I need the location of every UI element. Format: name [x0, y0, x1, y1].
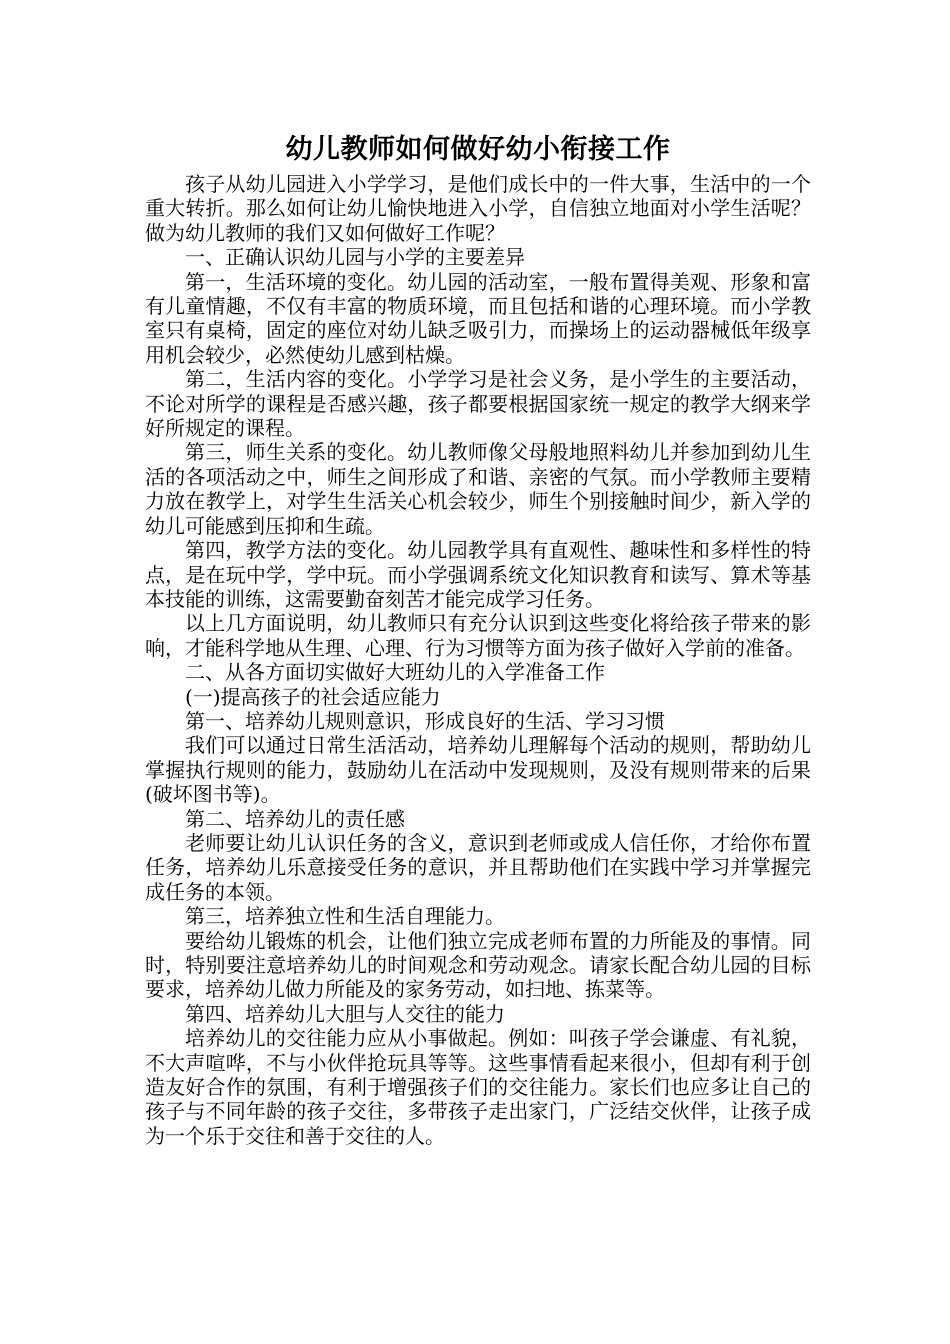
- paragraph-relationship: 第三，师生关系的变化。幼儿教师像父母般地照料幼儿并参加到幼儿生活的各项活动之中，师生之间形成了和谐、亲密的气氛。而小学教师主要精力放在教学上，对学生生活关心机会较少，师生个别接触时间少，新入学的幼儿可能感到压抑和生疏。: [145, 440, 811, 538]
- item-heading-social: 第四、培养幼儿大胆与人交往的能力: [185, 1001, 505, 1026]
- paragraph-method: 第四，教学方法的变化。幼儿园教学具有直观性、趣味性和多样性的特点，是在玩中学，学中玩。而小学强调系统文化知识教育和读写、算术等基本技能的训练，这需要勤奋刻苦才能完成学习任务。: [145, 538, 811, 611]
- document-title: 幼儿教师如何做好幼小衔接工作: [285, 134, 671, 165]
- paragraph-social: 培养幼儿的交往能力应从小事做起。例如：叫孩子学会谦虚、有礼貌，不大声喧哗，不与小伙伴抢玩具等等。这些事情看起来很小，但却有利于创造友好合作的氛围，有利于增强孩子们的交往能力。家长们也应多让自己的孩子与不同年龄的孩子交往，多带孩子走出家门，广泛结交伙伴，让孩子成为一个乐于交往和善于交往的人。: [145, 1026, 811, 1148]
- paragraph-environment: 第一，生活环境的变化。幼儿园的活动室，一般布置得美观、形象和富有儿童情趣，不仅有丰富的物质环境，而且包括和谐的心理环境。而小学教室只有桌椅，固定的座位对幼儿缺乏吸引力，而操场上的运动器械低年级享用机会较少，必然使幼儿感到枯燥。: [145, 269, 811, 367]
- document-page: [145, 128, 811, 1148]
- item-heading-independence: 第三，培养独立性和生活自理能力。: [185, 904, 505, 929]
- paragraph-rules: 我们可以通过日常生活活动，培养幼儿理解每个活动的规则，帮助幼儿掌握执行规则的能力，鼓励幼儿在活动中发现规则，及没有规则带来的后果(破坏图书等)。: [145, 733, 811, 807]
- section-heading-1: 一、正确认识幼儿园与小学的主要差异: [185, 245, 525, 270]
- document-body: [145, 172, 811, 1148]
- subsection-heading-1: (一)提高孩子的社会适应能力: [185, 684, 441, 709]
- paragraph-independence: 要给幼儿锻炼的机会，让他们独立完成老师布置的力所能及的事情。同时，特别要注意培养幼儿的时间观念和劳动观念。请家长配合幼儿园的目标要求，培养幼儿做力所能及的家务劳动，如扫地、拣菜等。: [145, 928, 811, 1002]
- paragraph-responsibility: 老师要让幼儿认识任务的含义，意识到老师或成人信任你，才给你布置任务，培养幼儿乐意接受任务的意识，并且帮助他们在实践中学习并掌握完成任务的本领。: [145, 830, 811, 904]
- paragraph-summary: 以上几方面说明，幼儿教师只有充分认识到这些变化将给孩子带来的影响，才能科学地从生理、心理、行为习惯等方面为孩子做好入学前的准备。: [145, 611, 811, 660]
- section-heading-2: 二、从各方面切实做好大班幼儿的入学准备工作: [185, 660, 605, 685]
- paragraph-content: 第二，生活内容的变化。小学学习是社会义务，是小学生的主要活动，不论对所学的课程是否感兴趣，孩子都要根据国家统一规定的教学大纲来学好所规定的课程。: [145, 367, 811, 441]
- item-heading-responsibility: 第二、培养幼儿的责任感: [185, 806, 405, 831]
- item-heading-rules: 第一、培养幼儿规则意识，形成良好的生活、学习习惯: [185, 708, 665, 733]
- paragraph-intro: 孩子从幼儿园进入小学学习，是他们成长中的一件大事，生活中的一个重大转折。那么如何让幼儿愉快地进入小学，自信独立地面对小学生活呢？做为幼儿教师的我们又如何做好工作呢？: [145, 172, 811, 245]
